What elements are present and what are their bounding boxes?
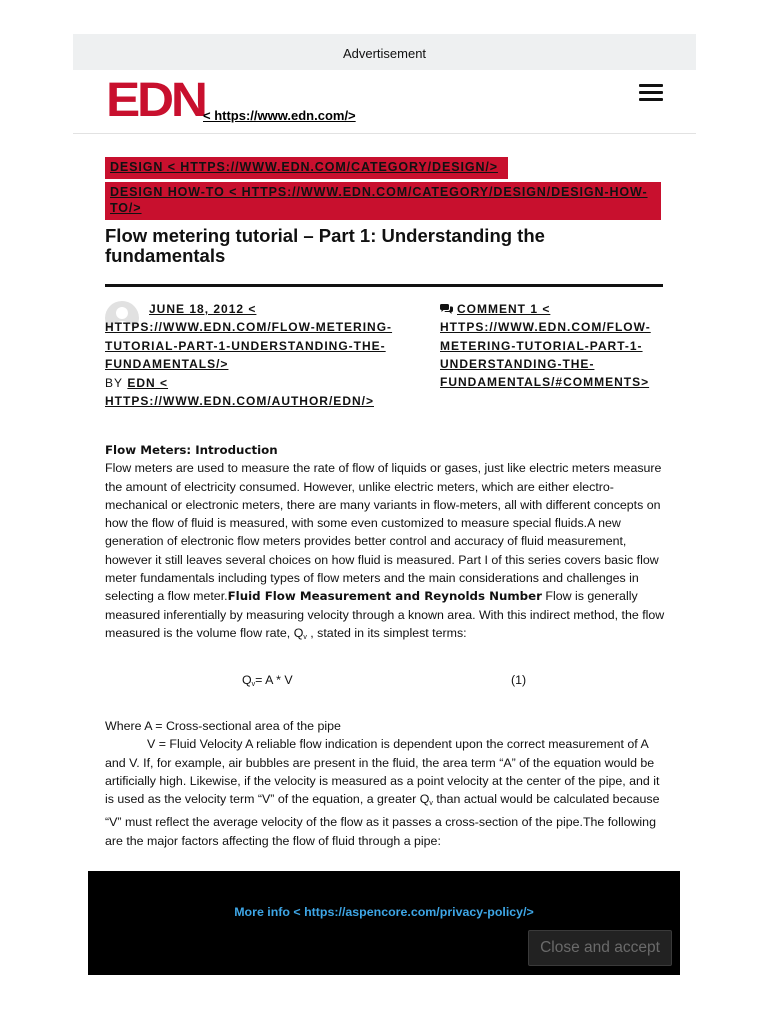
fluid-text-2: , stated in its simplest terms: [306,625,467,640]
fluid-text-1: Flow is generally measured inferentially by measuring velocity through a known area. With this indirect method, the flow measured is the volume flow rate, Q [105,589,665,640]
equation-number: (1) [511,673,527,687]
velocity-text-1: V = Fluid Velocity A reliable flow indication is dependent upon the correct measurement of A and V. If, for example, air bubbles are present in the fluid, the area term “A” of the equation would be artificially high. Likewise, if the velocity is measured as a point velocity at the center of the pipe, and it is used as the velocity term “V” of the equation, a greater Q [105,737,660,807]
comments-icon [440,304,453,314]
fluid-flow-heading: Fluid Flow Measurement and Reynolds Number [227,589,542,604]
hamburger-menu-icon[interactable] [639,84,663,102]
formula-rest: = A * V [255,673,293,687]
comments-link[interactable]: COMMENT 1 < HTTPS://WWW.EDN.COM/FLOW-METERING-TUTORIAL-PART-1-UNDERSTANDING-THE-FUNDAMENTALS/#COMMENTS> [440,302,651,390]
article-byline [105,374,425,411]
formula-q: Q [242,673,252,687]
article-body [105,441,665,647]
title-divider [105,284,663,287]
intro-heading: Flow Meters: Introduction [105,443,278,457]
subscript-v: v [303,633,307,641]
site-header [73,70,696,134]
flow-formula [242,673,293,688]
intro-paragraph [105,459,665,647]
velocity-text-2: than actual would be calculated because “V” must reflect the average velocity of the flow as it passes a cross-section of the pipe.The following are the major factors affecting the flow of fluid through a pipe: [105,792,660,848]
velocity-paragraph [105,735,665,850]
author-link[interactable]: EDN < HTTPS://WWW.EDN.COM/AUTHOR/EDN/> [105,376,374,409]
velocity-subscript-v: v [429,800,433,808]
category-link-design-how-to[interactable]: DESIGN HOW-TO < HTTPS://WWW.EDN.COM/CATEGORY/DESIGN/DESIGN-HOW-TO/> [105,182,661,220]
home-link[interactable]: < https://www.edn.com/> [203,108,356,123]
advertisement-label: Advertisement [342,46,427,61]
where-section [105,717,665,850]
article-title: Flow metering tutorial – Part 1: Understanding the fundamentals [105,225,545,266]
formula-subscript-v: v [251,681,256,688]
by-label: BY [105,376,124,390]
date-link[interactable]: JUNE 18, 2012 < HTTPS://WWW.EDN.COM/FLOW-METERING-TUTORIAL-PART-1-UNDERSTANDING-THE-FUNDAMENTALS/> [105,302,393,371]
where-line: Where A = Cross-sectional area of the pipe [105,719,341,733]
article-comments [440,300,670,391]
intro-text: Flow meters are used to measure the rate of flow of liquids or gases, just like electric meters measure the amount of electricity consumed. However, unlike electric meters, which are either electro-mechanical or electronic meters, there are many variants in flow-meters, all with different concepts on how the flow of fluid is measured, with some even customized to measure special fluids.A new generation of electronic flow meters provides better control and accuracy of fluid measurement, however it still leaves several choices on how fluid is measured. Part I of this series covers basic flow meter fundamentals including types of flow meters and the main considerations and challenges in selecting a flow meter. [105,461,662,604]
article-date [105,300,415,373]
privacy-more-info-link[interactable]: More info < https://aspencore.com/privacy-policy/> [234,905,534,919]
category-link-design[interactable]: DESIGN < HTTPS://WWW.EDN.COM/CATEGORY/DESIGN/> [105,157,508,179]
cookie-banner [88,871,680,975]
advertisement-bar [73,34,696,70]
edn-logo[interactable]: EDN [106,74,205,127]
close-and-accept-button[interactable]: Close and accept [528,930,672,966]
